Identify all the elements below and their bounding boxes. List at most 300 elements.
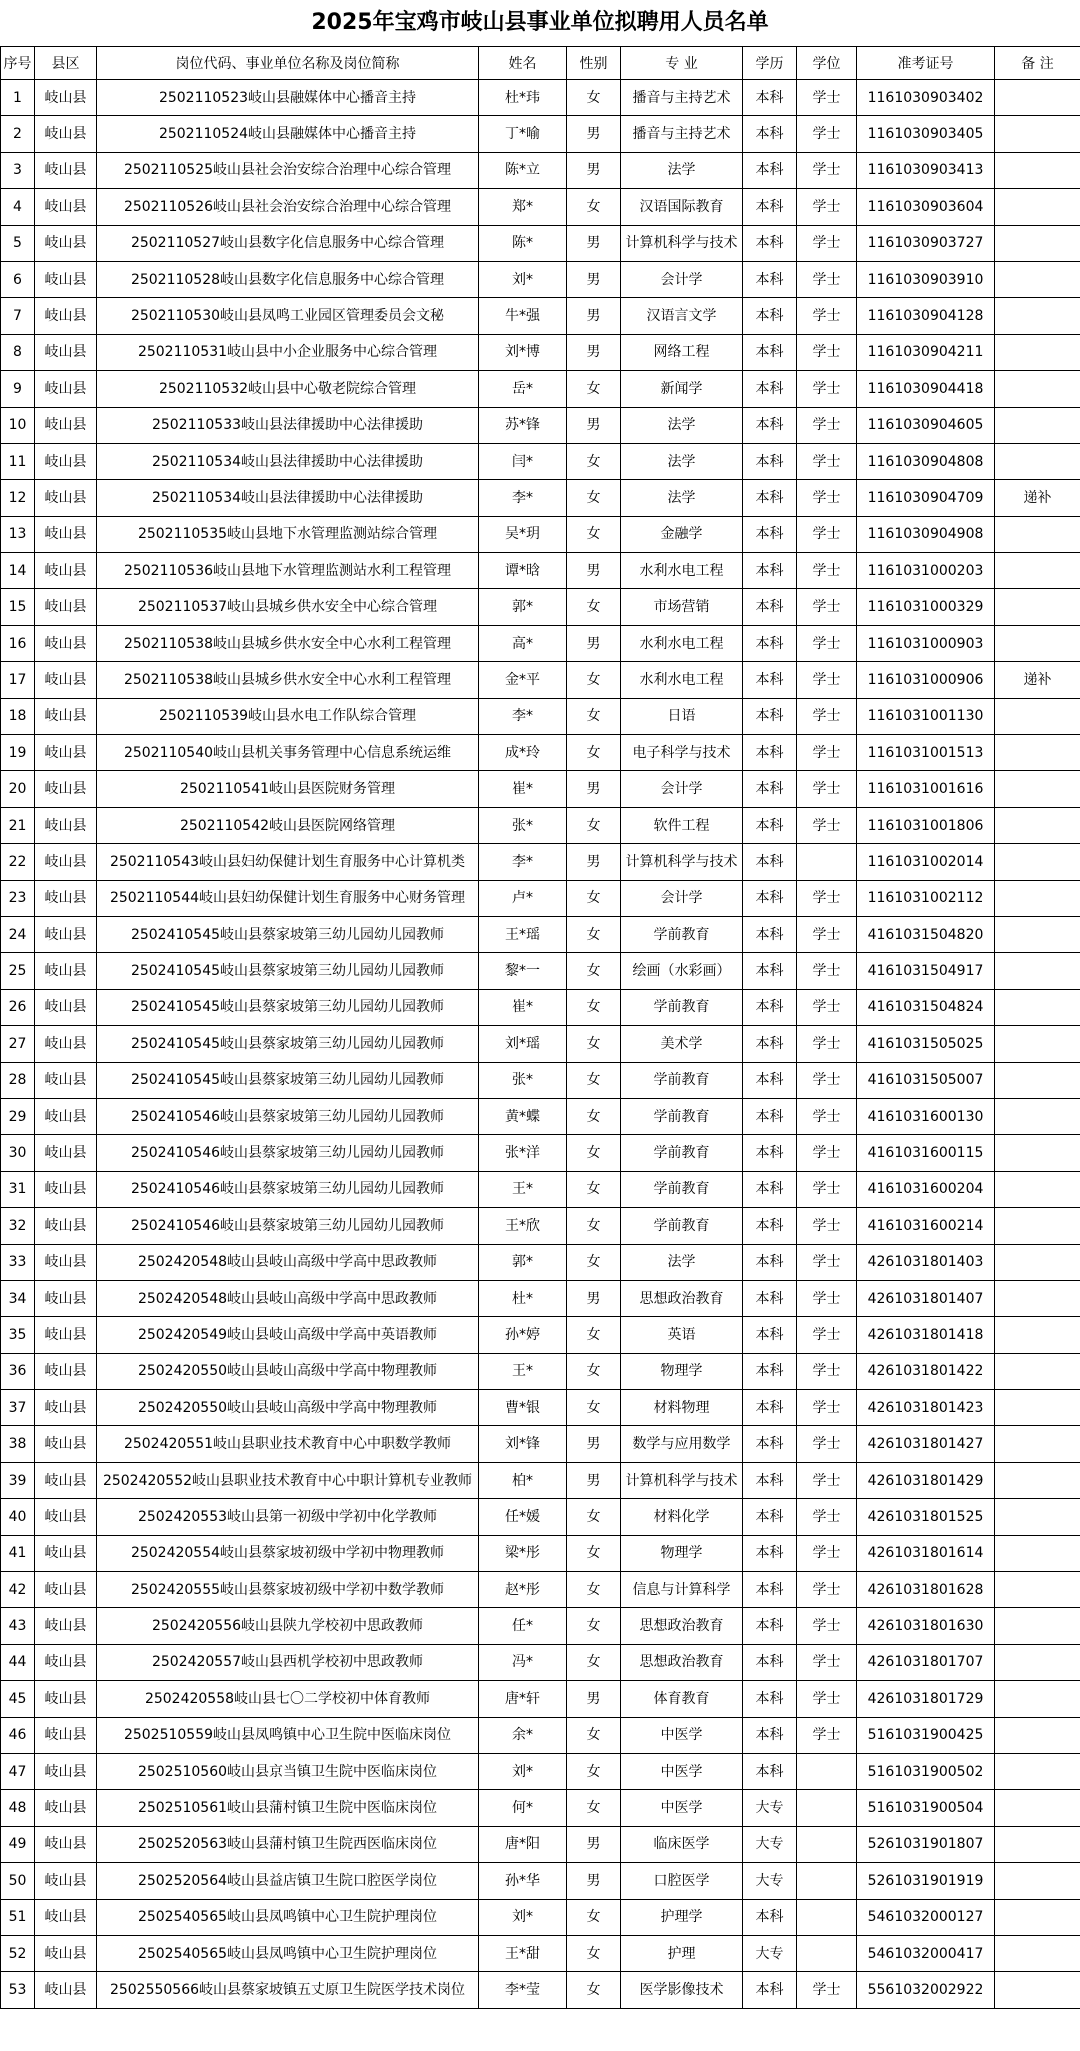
cell-remark (995, 1390, 1080, 1426)
cell-post: 2502410545岐山县蔡家坡第三幼儿园幼儿园教师 (97, 1026, 479, 1062)
cell-gender: 女 (567, 1499, 621, 1535)
cell-remark (995, 371, 1080, 407)
cell-ticket: 5161031900502 (857, 1753, 995, 1789)
cell-gender: 男 (567, 1681, 621, 1717)
cell-degree: 学士 (797, 152, 857, 188)
cell-ticket: 4161031600204 (857, 1171, 995, 1207)
cell-index: 2 (1, 116, 35, 152)
cell-county: 岐山县 (35, 516, 97, 552)
cell-post: 2502110534岐山县法律援助中心法律援助 (97, 443, 479, 479)
cell-major: 水利水电工程 (621, 553, 743, 589)
cell-gender: 女 (567, 1972, 621, 2008)
cell-post: 2502420558岐山县七〇二学校初中体育教师 (97, 1681, 479, 1717)
cell-remark (995, 1062, 1080, 1098)
cell-major: 水利水电工程 (621, 662, 743, 698)
cell-county: 岐山县 (35, 1681, 97, 1717)
cell-ticket: 1161030903727 (857, 225, 995, 261)
cell-ticket: 4161031505007 (857, 1062, 995, 1098)
cell-remark (995, 443, 1080, 479)
table-row (1, 152, 1080, 188)
cell-county: 岐山县 (35, 80, 97, 116)
cell-degree: 学士 (797, 698, 857, 734)
cell-name: 岳* (479, 371, 567, 407)
cell-name: 王* (479, 1353, 567, 1389)
cell-county: 岐山县 (35, 1753, 97, 1789)
table-row (1, 334, 1080, 370)
cell-post: 2502110536岐山县地下水管理监测站水利工程管理 (97, 553, 479, 589)
cell-post: 2502110540岐山县机关事务管理中心信息系统运维 (97, 735, 479, 771)
cell-remark (995, 1462, 1080, 1498)
cell-ticket: 1161031000203 (857, 553, 995, 589)
cell-major: 汉语国际教育 (621, 189, 743, 225)
cell-index: 46 (1, 1717, 35, 1753)
cell-gender: 女 (567, 1171, 621, 1207)
header-ticket: 准考证号 (857, 47, 995, 80)
cell-name: 张* (479, 807, 567, 843)
cell-name: 牛*强 (479, 298, 567, 334)
cell-index: 43 (1, 1608, 35, 1644)
cell-index: 8 (1, 334, 35, 370)
table-row (1, 407, 1080, 443)
cell-gender: 女 (567, 1644, 621, 1680)
cell-county: 岐山县 (35, 698, 97, 734)
cell-gender: 女 (567, 1535, 621, 1571)
cell-education: 本科 (743, 1426, 797, 1462)
cell-gender: 女 (567, 589, 621, 625)
cell-county: 岐山县 (35, 407, 97, 443)
cell-index: 11 (1, 443, 35, 479)
cell-degree: 学士 (797, 771, 857, 807)
cell-index: 42 (1, 1572, 35, 1608)
cell-index: 31 (1, 1171, 35, 1207)
table-row (1, 1026, 1080, 1062)
cell-county: 岐山县 (35, 989, 97, 1025)
table-row (1, 1208, 1080, 1244)
cell-education: 本科 (743, 1572, 797, 1608)
cell-gender: 女 (567, 662, 621, 698)
cell-remark (995, 880, 1080, 916)
cell-ticket: 5561032002922 (857, 1972, 995, 2008)
table-row (1, 1681, 1080, 1717)
cell-post: 2502420553岐山县第一初级中学初中化学教师 (97, 1499, 479, 1535)
cell-index: 23 (1, 880, 35, 916)
cell-major: 英语 (621, 1317, 743, 1353)
cell-gender: 女 (567, 1790, 621, 1826)
cell-degree: 学士 (797, 298, 857, 334)
cell-gender: 女 (567, 1135, 621, 1171)
header-post: 岗位代码、事业单位名称及岗位简称 (97, 47, 479, 80)
cell-name: 曹*银 (479, 1390, 567, 1426)
cell-ticket: 4261031801427 (857, 1426, 995, 1462)
cell-ticket: 1161030904211 (857, 334, 995, 370)
cell-gender: 女 (567, 1098, 621, 1134)
cell-ticket: 4161031504820 (857, 916, 995, 952)
cell-major: 口腔医学 (621, 1863, 743, 1899)
cell-post: 2502110531岐山县中小企业服务中心综合管理 (97, 334, 479, 370)
cell-education: 本科 (743, 480, 797, 516)
cell-education: 本科 (743, 152, 797, 188)
cell-remark (995, 1826, 1080, 1862)
cell-gender: 男 (567, 1863, 621, 1899)
cell-gender: 女 (567, 880, 621, 916)
cell-major: 汉语言文学 (621, 298, 743, 334)
cell-major: 学前教育 (621, 1062, 743, 1098)
cell-post: 2502110542岐山县医院网络管理 (97, 807, 479, 843)
cell-education: 本科 (743, 735, 797, 771)
cell-major: 思想政治教育 (621, 1280, 743, 1316)
cell-name: 刘*博 (479, 334, 567, 370)
cell-degree: 学士 (797, 1390, 857, 1426)
cell-post: 2502420555岐山县蔡家坡初级中学初中数学教师 (97, 1572, 479, 1608)
cell-post: 2502420549岐山县岐山高级中学高中英语教师 (97, 1317, 479, 1353)
cell-education: 本科 (743, 1280, 797, 1316)
cell-name: 苏*锋 (479, 407, 567, 443)
cell-education: 本科 (743, 698, 797, 734)
cell-degree: 学士 (797, 516, 857, 552)
cell-remark (995, 1280, 1080, 1316)
cell-county: 岐山县 (35, 1608, 97, 1644)
cell-education: 本科 (743, 1753, 797, 1789)
cell-index: 5 (1, 225, 35, 261)
cell-county: 岐山县 (35, 298, 97, 334)
cell-county: 岐山县 (35, 589, 97, 625)
cell-ticket: 1161031002112 (857, 880, 995, 916)
table-row (1, 1535, 1080, 1571)
table-row (1, 1863, 1080, 1899)
cell-county: 岐山县 (35, 1717, 97, 1753)
cell-gender: 女 (567, 480, 621, 516)
cell-major: 思想政治教育 (621, 1644, 743, 1680)
cell-major: 网络工程 (621, 334, 743, 370)
cell-degree: 学士 (797, 662, 857, 698)
cell-degree: 学士 (797, 807, 857, 843)
cell-ticket: 4261031801423 (857, 1390, 995, 1426)
cell-county: 岐山县 (35, 1644, 97, 1680)
cell-index: 39 (1, 1462, 35, 1498)
cell-education: 本科 (743, 189, 797, 225)
cell-name: 成*玲 (479, 735, 567, 771)
cell-degree: 学士 (797, 1535, 857, 1571)
cell-name: 刘*瑶 (479, 1026, 567, 1062)
cell-remark (995, 298, 1080, 334)
table-row (1, 771, 1080, 807)
cell-county: 岐山县 (35, 1026, 97, 1062)
cell-name: 崔* (479, 989, 567, 1025)
cell-ticket: 1161031002014 (857, 844, 995, 880)
cell-county: 岐山县 (35, 844, 97, 880)
cell-post: 2502110533岐山县法律援助中心法律援助 (97, 407, 479, 443)
cell-post: 2502420554岐山县蔡家坡初级中学初中物理教师 (97, 1535, 479, 1571)
cell-index: 22 (1, 844, 35, 880)
cell-education: 本科 (743, 1972, 797, 2008)
cell-index: 40 (1, 1499, 35, 1535)
cell-degree: 学士 (797, 443, 857, 479)
cell-education: 本科 (743, 1899, 797, 1935)
cell-remark (995, 1572, 1080, 1608)
cell-county: 岐山县 (35, 1062, 97, 1098)
cell-county: 岐山县 (35, 916, 97, 952)
cell-gender: 女 (567, 371, 621, 407)
cell-gender: 女 (567, 1317, 621, 1353)
cell-education: 本科 (743, 116, 797, 152)
cell-major: 材料化学 (621, 1499, 743, 1535)
cell-major: 护理 (621, 1935, 743, 1971)
cell-name: 陈* (479, 225, 567, 261)
cell-index: 18 (1, 698, 35, 734)
cell-ticket: 4161031600130 (857, 1098, 995, 1134)
cell-name: 郑* (479, 189, 567, 225)
cell-education: 本科 (743, 1135, 797, 1171)
cell-education: 本科 (743, 1681, 797, 1717)
cell-county: 岐山县 (35, 1972, 97, 2008)
cell-county: 岐山县 (35, 1208, 97, 1244)
cell-education: 本科 (743, 1462, 797, 1498)
cell-name: 张*洋 (479, 1135, 567, 1171)
cell-name: 丁*喻 (479, 116, 567, 152)
cell-ticket: 1161030904128 (857, 298, 995, 334)
table-row (1, 1826, 1080, 1862)
cell-education: 本科 (743, 1244, 797, 1280)
cell-name: 任* (479, 1608, 567, 1644)
cell-ticket: 1161031000906 (857, 662, 995, 698)
cell-ticket: 4261031801614 (857, 1535, 995, 1571)
cell-post: 2502510561岐山县蒲村镇卫生院中医临床岗位 (97, 1790, 479, 1826)
cell-name: 高* (479, 625, 567, 661)
cell-major: 学前教育 (621, 916, 743, 952)
cell-ticket: 1161030903402 (857, 80, 995, 116)
cell-gender: 女 (567, 989, 621, 1025)
cell-county: 岐山县 (35, 1790, 97, 1826)
table-row (1, 1499, 1080, 1535)
cell-name: 李* (479, 480, 567, 516)
cell-index: 10 (1, 407, 35, 443)
cell-name: 王*瑶 (479, 916, 567, 952)
cell-degree: 学士 (797, 1499, 857, 1535)
cell-name: 卢* (479, 880, 567, 916)
cell-index: 26 (1, 989, 35, 1025)
table-row (1, 735, 1080, 771)
cell-county: 岐山县 (35, 953, 97, 989)
table-row (1, 916, 1080, 952)
cell-index: 29 (1, 1098, 35, 1134)
table-row (1, 371, 1080, 407)
cell-degree: 学士 (797, 1244, 857, 1280)
cell-post: 2502110524岐山县融媒体中心播音主持 (97, 116, 479, 152)
cell-name: 闫* (479, 443, 567, 479)
cell-county: 岐山县 (35, 189, 97, 225)
table-row (1, 807, 1080, 843)
cell-remark (995, 771, 1080, 807)
cell-education: 本科 (743, 844, 797, 880)
table-row (1, 1790, 1080, 1826)
cell-degree: 学士 (797, 1972, 857, 2008)
cell-education: 本科 (743, 1098, 797, 1134)
cell-index: 1 (1, 80, 35, 116)
cell-name: 陈*立 (479, 152, 567, 188)
cell-degree: 学士 (797, 916, 857, 952)
cell-major: 中医学 (621, 1753, 743, 1789)
cell-post: 2502420548岐山县岐山高级中学高中思政教师 (97, 1244, 479, 1280)
cell-gender: 女 (567, 698, 621, 734)
cell-ticket: 1161031001806 (857, 807, 995, 843)
cell-education: 本科 (743, 1208, 797, 1244)
cell-index: 12 (1, 480, 35, 516)
cell-county: 岐山县 (35, 225, 97, 261)
cell-index: 13 (1, 516, 35, 552)
cell-ticket: 1161030903604 (857, 189, 995, 225)
cell-major: 物理学 (621, 1353, 743, 1389)
cell-major: 计算机科学与技术 (621, 225, 743, 261)
cell-county: 岐山县 (35, 1280, 97, 1316)
cell-name: 吴*玥 (479, 516, 567, 552)
cell-ticket: 4261031801429 (857, 1462, 995, 1498)
cell-degree: 学士 (797, 1572, 857, 1608)
cell-degree (797, 1790, 857, 1826)
cell-post: 2502410546岐山县蔡家坡第三幼儿园幼儿园教师 (97, 1135, 479, 1171)
cell-remark (995, 625, 1080, 661)
cell-remark (995, 1353, 1080, 1389)
table-row (1, 1935, 1080, 1971)
cell-county: 岐山县 (35, 1353, 97, 1389)
cell-major: 法学 (621, 443, 743, 479)
cell-gender: 男 (567, 407, 621, 443)
table-row (1, 1280, 1080, 1316)
cell-major: 法学 (621, 1244, 743, 1280)
cell-ticket: 1161030903405 (857, 116, 995, 152)
cell-gender: 男 (567, 844, 621, 880)
cell-index: 36 (1, 1353, 35, 1389)
table-header-row (1, 47, 1080, 80)
cell-education: 本科 (743, 80, 797, 116)
cell-post: 2502110526岐山县社会治安综合治理中心综合管理 (97, 189, 479, 225)
cell-post: 2502110530岐山县凤鸣工业园区管理委员会文秘 (97, 298, 479, 334)
cell-index: 20 (1, 771, 35, 807)
cell-ticket: 4261031801407 (857, 1280, 995, 1316)
cell-index: 19 (1, 735, 35, 771)
cell-major: 新闻学 (621, 371, 743, 407)
cell-major: 学前教育 (621, 1208, 743, 1244)
cell-county: 岐山县 (35, 1572, 97, 1608)
cell-remark (995, 1098, 1080, 1134)
table-row (1, 1317, 1080, 1353)
cell-degree: 学士 (797, 989, 857, 1025)
cell-ticket: 4261031801707 (857, 1644, 995, 1680)
cell-major: 物理学 (621, 1535, 743, 1571)
cell-county: 岐山县 (35, 261, 97, 297)
cell-county: 岐山县 (35, 443, 97, 479)
table-row (1, 480, 1080, 516)
cell-education: 本科 (743, 225, 797, 261)
table-row (1, 953, 1080, 989)
cell-remark (995, 1935, 1080, 1971)
table-row (1, 589, 1080, 625)
cell-county: 岐山县 (35, 662, 97, 698)
cell-post: 2502410546岐山县蔡家坡第三幼儿园幼儿园教师 (97, 1171, 479, 1207)
cell-ticket: 4261031801403 (857, 1244, 995, 1280)
cell-education: 本科 (743, 1608, 797, 1644)
cell-post: 2502420552岐山县职业技术教育中心中职计算机专业教师 (97, 1462, 479, 1498)
cell-education: 本科 (743, 516, 797, 552)
cell-education: 本科 (743, 589, 797, 625)
cell-major: 软件工程 (621, 807, 743, 843)
cell-ticket: 5461032000417 (857, 1935, 995, 1971)
cell-major: 学前教育 (621, 989, 743, 1025)
cell-index: 45 (1, 1681, 35, 1717)
cell-education: 大专 (743, 1790, 797, 1826)
cell-name: 赵*彤 (479, 1572, 567, 1608)
cell-index: 50 (1, 1863, 35, 1899)
cell-remark (995, 553, 1080, 589)
cell-name: 王*欣 (479, 1208, 567, 1244)
cell-gender: 男 (567, 1280, 621, 1316)
cell-remark (995, 261, 1080, 297)
cell-county: 岐山县 (35, 880, 97, 916)
cell-index: 44 (1, 1644, 35, 1680)
cell-name: 何* (479, 1790, 567, 1826)
cell-degree: 学士 (797, 261, 857, 297)
cell-name: 孙*华 (479, 1863, 567, 1899)
cell-degree: 学士 (797, 953, 857, 989)
cell-major: 学前教育 (621, 1171, 743, 1207)
cell-education: 本科 (743, 1644, 797, 1680)
cell-degree: 学士 (797, 1135, 857, 1171)
cell-county: 岐山县 (35, 480, 97, 516)
table-row (1, 298, 1080, 334)
cell-remark (995, 80, 1080, 116)
cell-index: 25 (1, 953, 35, 989)
cell-gender: 女 (567, 1608, 621, 1644)
cell-gender: 男 (567, 1826, 621, 1862)
cell-major: 日语 (621, 698, 743, 734)
cell-post: 2502110535岐山县地下水管理监测站综合管理 (97, 516, 479, 552)
cell-county: 岐山县 (35, 334, 97, 370)
cell-education: 本科 (743, 953, 797, 989)
cell-name: 金*平 (479, 662, 567, 698)
cell-gender: 女 (567, 189, 621, 225)
table-row (1, 1644, 1080, 1680)
cell-remark (995, 589, 1080, 625)
cell-degree: 学士 (797, 1608, 857, 1644)
cell-degree: 学士 (797, 1280, 857, 1316)
cell-major: 法学 (621, 407, 743, 443)
cell-name: 孙*婷 (479, 1317, 567, 1353)
cell-post: 2502410545岐山县蔡家坡第三幼儿园幼儿园教师 (97, 953, 479, 989)
cell-remark (995, 1681, 1080, 1717)
cell-name: 冯* (479, 1644, 567, 1680)
cell-index: 52 (1, 1935, 35, 1971)
table-row (1, 1753, 1080, 1789)
cell-remark: 递补 (995, 480, 1080, 516)
cell-post: 2502410545岐山县蔡家坡第三幼儿园幼儿园教师 (97, 1062, 479, 1098)
table-row (1, 553, 1080, 589)
cell-major: 法学 (621, 480, 743, 516)
cell-ticket: 1161030904605 (857, 407, 995, 443)
table-row (1, 516, 1080, 552)
cell-major: 信息与计算科学 (621, 1572, 743, 1608)
cell-gender: 男 (567, 625, 621, 661)
cell-degree: 学士 (797, 625, 857, 661)
cell-degree: 学士 (797, 334, 857, 370)
cell-gender: 女 (567, 516, 621, 552)
cell-education: 本科 (743, 553, 797, 589)
cell-ticket: 1161031001513 (857, 735, 995, 771)
cell-education: 本科 (743, 1353, 797, 1389)
cell-name: 刘* (479, 1899, 567, 1935)
cell-index: 41 (1, 1535, 35, 1571)
header-county: 县区 (35, 47, 97, 80)
cell-ticket: 1161031000329 (857, 589, 995, 625)
cell-remark: 递补 (995, 662, 1080, 698)
